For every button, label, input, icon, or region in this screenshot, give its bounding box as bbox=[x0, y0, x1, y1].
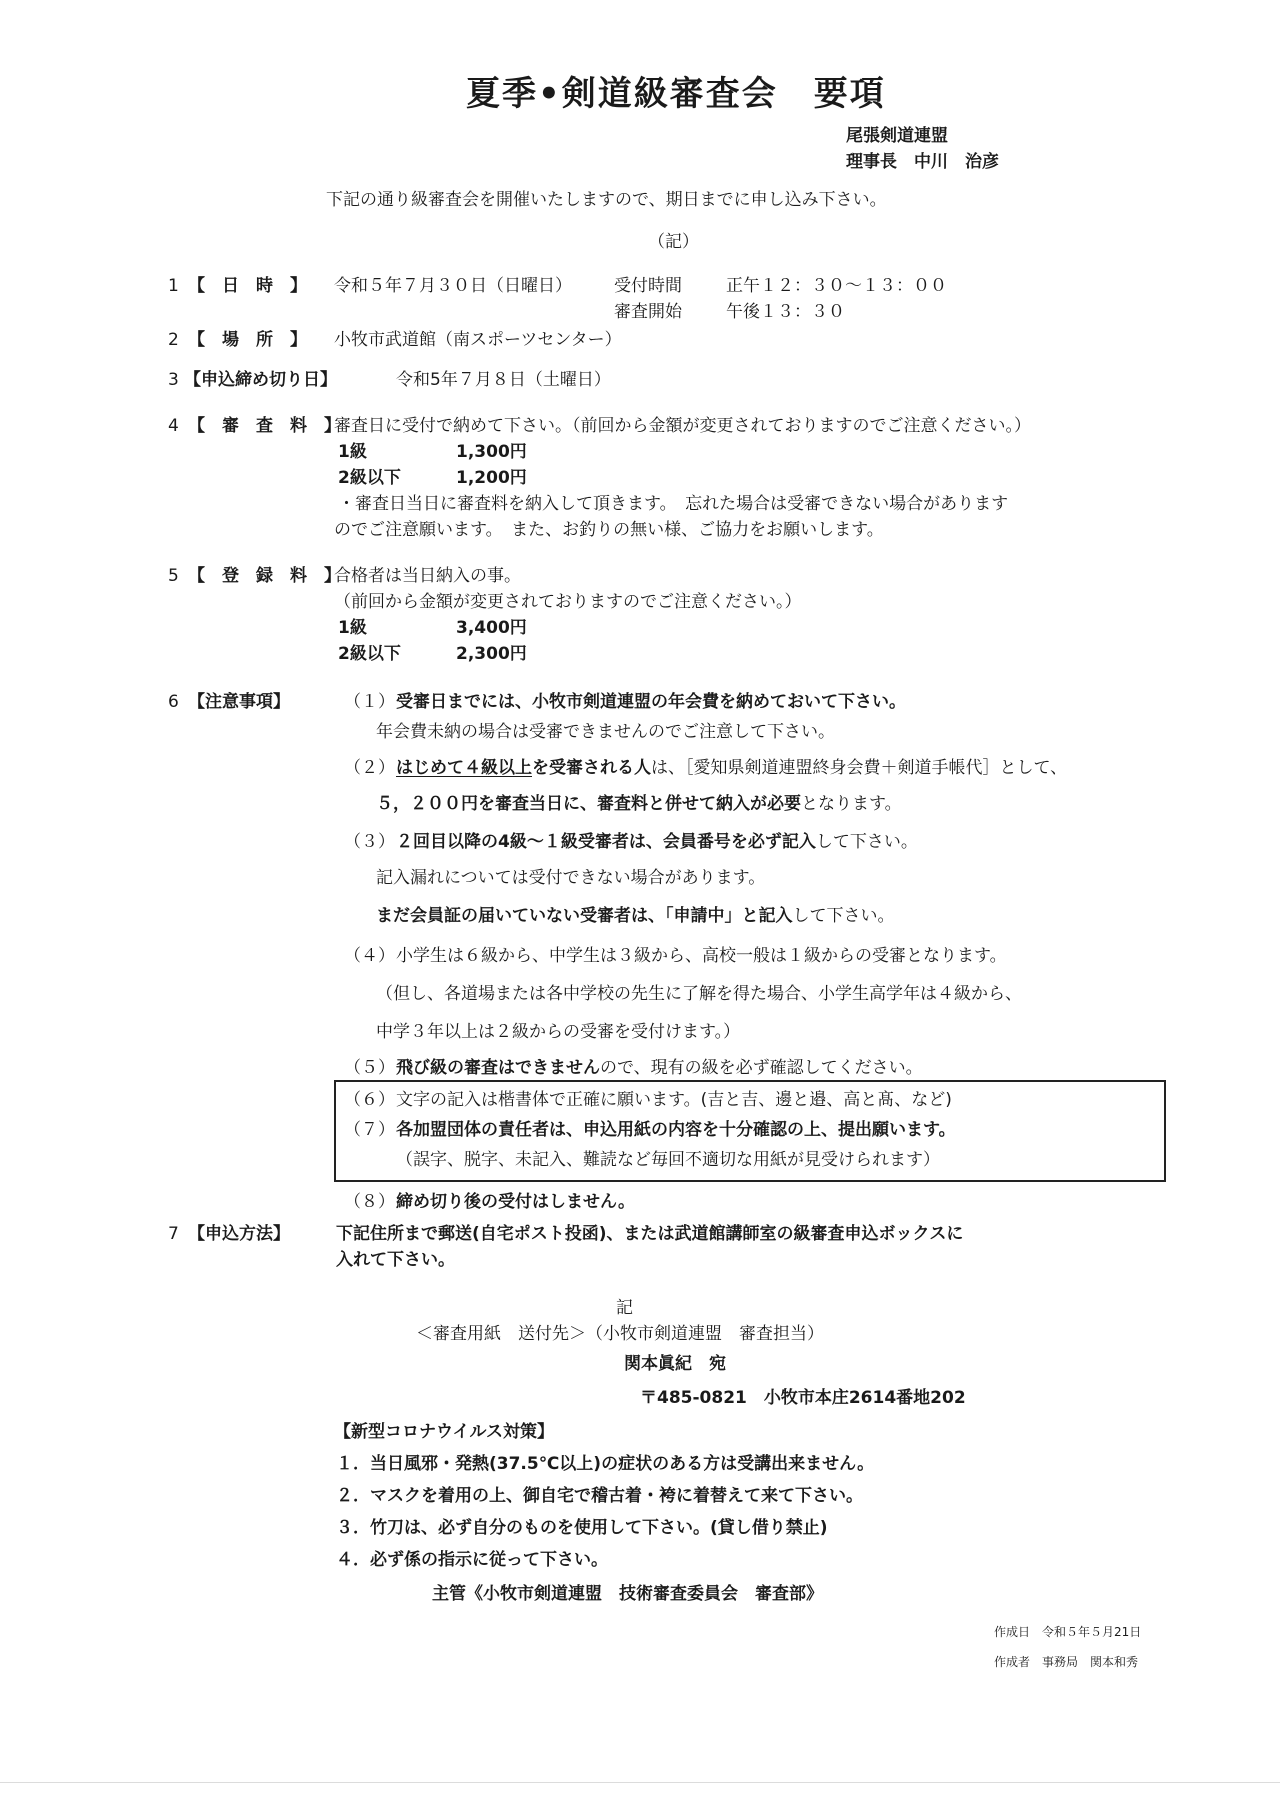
note-2-line-1 bbox=[396, 756, 1067, 780]
start-label: 審査開始 bbox=[614, 302, 682, 322]
item-1-number: 1 bbox=[168, 276, 179, 296]
covid-item-4: ４．必ず係の指示に従って下さい。 bbox=[336, 1550, 608, 1570]
note-3-rest: して下さい。 bbox=[815, 832, 918, 852]
item-3-number: 3 bbox=[168, 370, 179, 390]
fee-grade-2: 2級以下 bbox=[338, 468, 401, 488]
note-8-text: 締め切り後の受付はしません。 bbox=[396, 1192, 636, 1212]
note-1-sub: 年会費未納の場合は受審できませんのでご注意して下さい。 bbox=[376, 722, 835, 742]
item-6-label: 【注意事項】 bbox=[188, 692, 290, 712]
fee-note-line-2: のでご注意願います。 また、お釣りの無い様、ご協力をお願いします。 bbox=[334, 520, 884, 540]
reg-amount-2: 2,300円 bbox=[456, 644, 527, 664]
note-3-sub-1: 記入漏れについては受付できない場合があります。 bbox=[376, 868, 766, 888]
note-3-sub-2-rest: して下さい。 bbox=[792, 906, 895, 926]
fee-note-line-1: ・審査日当日に審査料を納入して頂きます。 忘れた場合は受審できない場合があります bbox=[338, 494, 1009, 514]
note-5-text bbox=[396, 1056, 923, 1080]
note-2-number: （２） bbox=[344, 758, 395, 778]
intro-text: 下記の通り級審査会を開催いたしますので、期日までに申し込み下さい。 bbox=[326, 190, 887, 210]
note-1-text: 受審日までには、小牧市剣道連盟の年会費を納めておいて下さい。 bbox=[396, 692, 906, 712]
note-3-sub-2 bbox=[376, 904, 895, 928]
note-7-number: （７） bbox=[344, 1120, 395, 1140]
note-5-bold: 飛び級の審査はできません bbox=[396, 1058, 600, 1078]
fee-grade-1: 1級 bbox=[338, 442, 367, 462]
note-3-sub-2-bold: まだ会員証の届いていない受審者は、「申請中」と記入 bbox=[376, 906, 793, 926]
note-5-rest: ので、現有の級を必ず確認してください。 bbox=[600, 1058, 923, 1078]
note-5-number: （５） bbox=[344, 1058, 395, 1078]
note-2-line-2-rest: となります。 bbox=[801, 794, 902, 814]
note-3-number: （３） bbox=[344, 832, 395, 852]
note-6-text: 文字の記入は楷書体で正確に願います。(吉と吉、邊と邉、高と髙、など) bbox=[396, 1090, 952, 1110]
scan-edge-line bbox=[0, 1782, 1280, 1783]
item-2-text: 小牧市武道館（南スポーツセンター） bbox=[334, 330, 622, 350]
created-date: 作成日 令和５年５月21日 bbox=[994, 1625, 1142, 1639]
reg-amount-1: 3,400円 bbox=[456, 618, 527, 638]
note-2-line-2 bbox=[376, 792, 902, 816]
item-1-label: 【 日 時 】 bbox=[188, 276, 307, 296]
note-3-line-1 bbox=[396, 830, 918, 854]
note-1-number: （１） bbox=[344, 692, 395, 712]
note-2-emphasis: はじめて４級以上 bbox=[396, 758, 532, 778]
item-5-label: 【 登 録 料 】 bbox=[188, 566, 341, 586]
item-6-number: 6 bbox=[168, 692, 179, 712]
fee-amount-2: 1,200円 bbox=[456, 468, 527, 488]
note-7-text: 各加盟団体の責任者は、申込用紙の内容を十分確認の上、提出願います。 bbox=[396, 1120, 956, 1140]
start-time: 午後１３：３０ bbox=[726, 302, 845, 322]
note-4-text: 小学生は６級から、中学生は３級から、高校一般は１級からの受審となります。 bbox=[396, 946, 1007, 966]
organizer-line: 主管《小牧市剣道連盟 技術審査委員会 審査部》 bbox=[432, 1584, 823, 1604]
item-3-label: 【申込締め切り日】 bbox=[184, 370, 337, 390]
item-5-text-2: （前回から金額が変更されておりますのでご注意ください。） bbox=[334, 592, 802, 612]
covid-item-1: １．当日風邪・発熱(37.5℃以上)の症状のある方は受講出来ません。 bbox=[336, 1454, 875, 1474]
note-8-number: （８） bbox=[344, 1192, 395, 1212]
covid-item-2: ２．マスクを着用の上、御自宅で稽古着・袴に着替えて来て下さい。 bbox=[336, 1486, 863, 1506]
note-4-sub-1: （但し、各道場または各中学校の先生に了解を得た場合、小学生高学年は４級から、 bbox=[376, 984, 1022, 1004]
address-postal: 〒485-0821 小牧市本庄2614番地202 bbox=[640, 1388, 966, 1408]
address-ki-mark: 記 bbox=[616, 1298, 633, 1318]
item-4-text: 審査日に受付で納めて下さい。（前回から金額が変更されておりますのでご注意ください。） bbox=[334, 416, 1031, 436]
org-name: 尾張剣道連盟 bbox=[846, 126, 948, 146]
item-4-label: 【 審 査 料 】 bbox=[188, 416, 341, 436]
item-4-number: 4 bbox=[168, 416, 179, 436]
fee-amount-1: 1,300円 bbox=[456, 442, 527, 462]
note-4-number: （４） bbox=[344, 946, 395, 966]
reception-time: 正午１２：３０～１３：００ bbox=[726, 276, 947, 296]
note-7-sub: （誤字、脱字、未記入、難読など毎回不適切な用紙が見受けられます） bbox=[396, 1150, 940, 1170]
covid-heading: 【新型コロナウイルス対策】 bbox=[334, 1422, 554, 1442]
note-3-bold: ２回目以降の4級～１級受審者は、会員番号を必ず記入 bbox=[396, 832, 816, 852]
note-2-line-2-bold: ５，２００円を審査当日に、審査料と併せて納入が必要 bbox=[376, 794, 801, 814]
created-by: 作成者 事務局 関本和秀 bbox=[994, 1655, 1139, 1669]
address-name: 関本眞紀 宛 bbox=[624, 1354, 726, 1374]
ki-mark: （記） bbox=[648, 232, 699, 252]
item-2-label: 【 場 所 】 bbox=[188, 330, 307, 350]
document-title: 夏季•剣道級審査会 要項 bbox=[466, 74, 886, 114]
item-7-number: 7 bbox=[168, 1224, 179, 1244]
item-5-number: 5 bbox=[168, 566, 179, 586]
item-7-text-2: 入れて下さい。 bbox=[336, 1250, 455, 1270]
covid-item-3: ３．竹刀は、必ず自分のものを使用して下さい。(貸し借り禁止) bbox=[336, 1518, 828, 1538]
reg-grade-1: 1級 bbox=[338, 618, 367, 638]
reg-grade-2: 2級以下 bbox=[338, 644, 401, 664]
reception-label: 受付時間 bbox=[614, 276, 682, 296]
address-recipient-line: ＜審査用紙 送付先＞（小牧市剣道連盟 審査担当） bbox=[416, 1324, 824, 1344]
item-2-number: 2 bbox=[168, 330, 179, 350]
note-6-number: （６） bbox=[344, 1090, 395, 1110]
item-1-date: 令和５年７月３０日（日曜日） bbox=[334, 276, 572, 296]
note-4-sub-2: 中学３年以上は２級からの受審を受付けます。） bbox=[376, 1022, 741, 1042]
item-3-text: 令和5年７月８日（土曜日） bbox=[396, 370, 611, 390]
org-chair: 理事長 中川 治彦 bbox=[846, 152, 999, 172]
note-2-rest: は、［愛知県剣道連盟終身会費＋剣道手帳代］として、 bbox=[651, 758, 1068, 778]
item-7-text-1: 下記住所まで郵送(自宅ポスト投函)、または武道館講師室の級審査申込ボックスに bbox=[336, 1224, 964, 1244]
item-5-text-1: 合格者は当日納入の事。 bbox=[334, 566, 521, 586]
item-7-label: 【申込方法】 bbox=[188, 1224, 290, 1244]
note-2-bold: を受審される人 bbox=[532, 758, 651, 778]
